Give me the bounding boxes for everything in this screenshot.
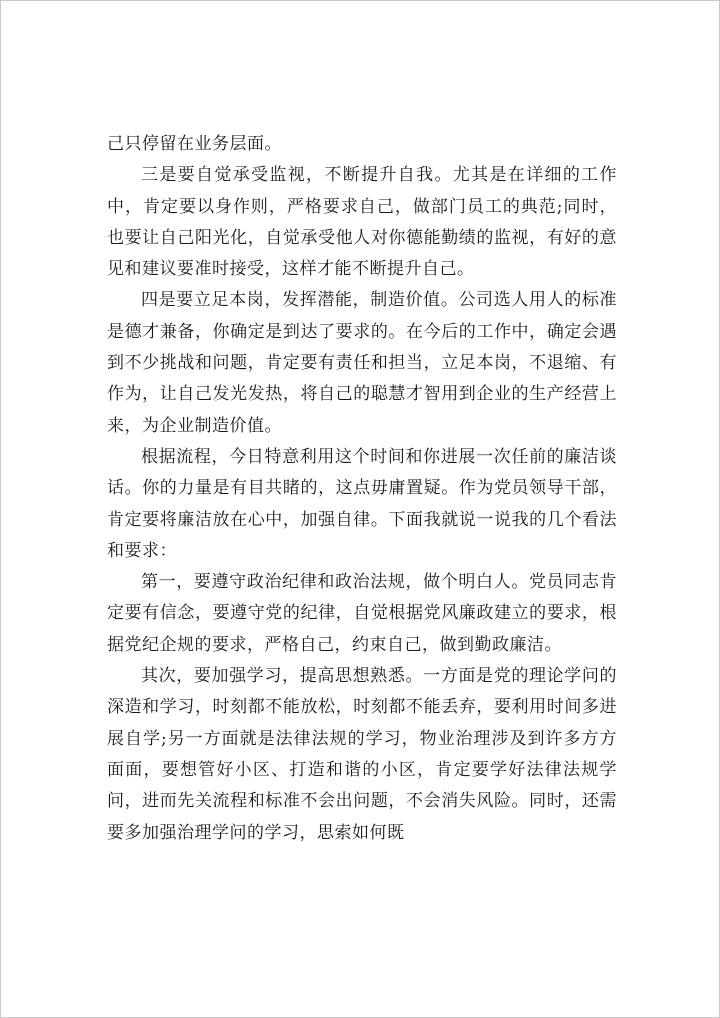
paragraph-1: 己只停留在业务层面。 <box>107 134 282 154</box>
paragraph-2: 三是要自觉承受监视，不断提升自我。尤其是在详细的工作中，肯定要以身作则，严格要求自己，做部门员工的典范;同时，也要让自己阳光化，自觉承受他人对你德能勤绩的监视，有好的意见和建议要准时接受，这样才能不断提升自己。 <box>107 165 617 280</box>
document-body <box>107 129 617 849</box>
paragraph-5: 第一，要遵守政治纪律和政治法规，做个明白人。党员同志肯定要有信念，要遵守党的纪律，自觉根据党风廉政建立的要求，根据党纪企规的要求，严格自己，约束自己，做到勤政廉洁。 <box>107 572 617 655</box>
paragraph-3: 四是要立足本岗，发挥潜能，制造价值。公司选人用人的标准是德才兼备，你确定是到达了要求的。在今后的工作中，确定会遇到不少挑战和问题，肯定要有责任和担当，立足本岗，不退缩、有作为，让自己发光发热，将自己的聪慧才智用到企业的生产经营上来，为企业制造价值。 <box>107 290 617 436</box>
paragraph-6: 其次，要加强学习，提高思想熟悉。一方面是党的理论学问的深造和学习，时刻都不能放松，时刻都不能丢弃，要利用时间多进展自学;另一方面就是法律法规的学习，物业治理涉及到许多方方面面，要想管好小区、打造和谐的小区，肯定要学好法律法规学问，进而先关流程和标准不会出问题，不会消失风险。同时，还需要多加强治理学问的学习，思索如何既 <box>107 666 617 843</box>
paragraph-4: 根据流程，今日特意利用这个时间和你进展一次任前的廉洁谈话。你的力量是有目共睹的，这点毋庸置疑。作为党员领导干部，肯定要将廉洁放在心中，加强自律。下面我就说一说我的几个看法和要求： <box>107 446 617 561</box>
